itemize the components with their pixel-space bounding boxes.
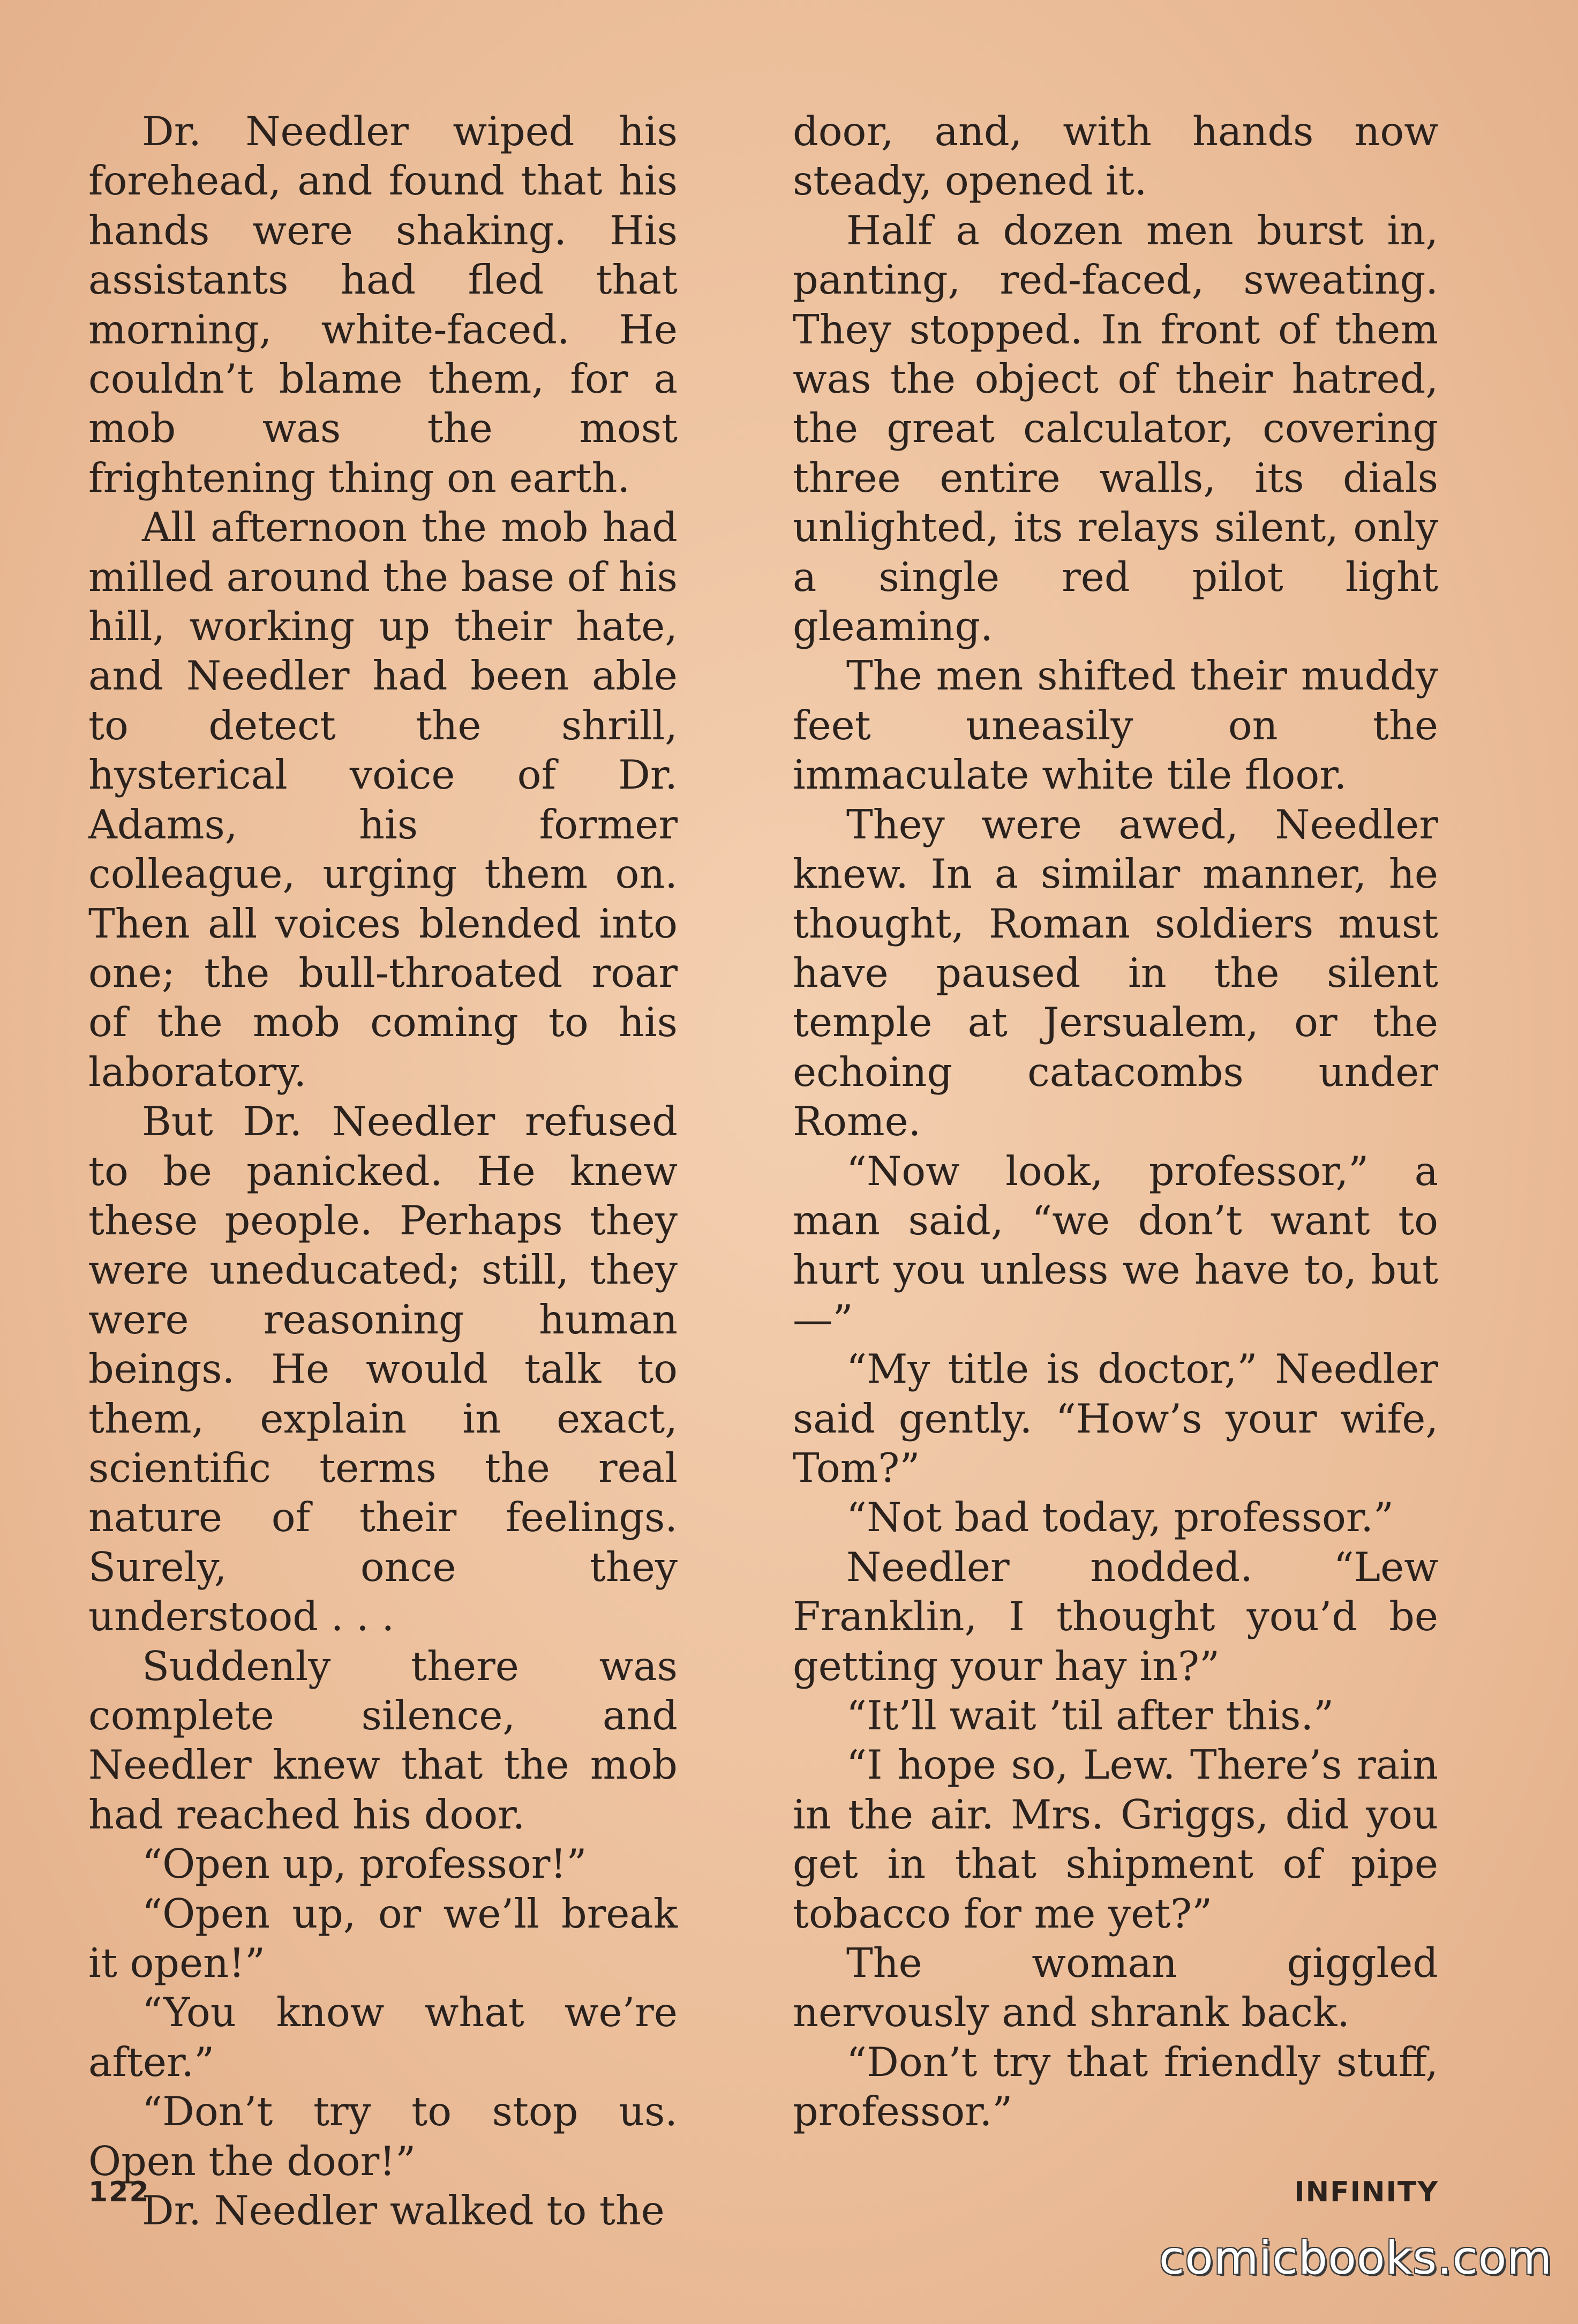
- paragraph: “Don’t try to stop us. Open the door!”: [88, 2088, 678, 2185]
- paragraph: “It’ll wait ’til after this.”: [846, 1692, 1334, 1739]
- paragraph: Dr. Needler walked to the: [142, 2187, 665, 2235]
- paragraph: door, and, with hands now steady, opened it.: [793, 108, 1438, 205]
- paragraph: “I hope so, Lew. There’s rain in the air. Mrs. Griggs, did you get in that shipment of pipe tobacco for me yet?”: [793, 1742, 1438, 1937]
- paragraph: “You know what we’re after.”: [88, 1989, 678, 2086]
- paragraph: “Now look, professor,” a man said, “we don’t want to hurt you unless we have to, but—”: [793, 1148, 1438, 1343]
- paragraph: “Open up, professor!”: [142, 1841, 587, 1888]
- paragraph: Dr. Needler wiped his forehead, and found that his hands were shaking. His assistants had fled that morning, white-faced. He couldn’t blame them, for a mob was the most frightening thing on earth.: [88, 108, 678, 501]
- paragraph: They were awed, Needler knew. In a similar manner, he thought, Roman soldiers must have paused in the silent temple at Jersualem, or the echoing catacombs under Rome.: [793, 801, 1438, 1145]
- paragraph: Half a dozen men burst in, panting, red-faced, sweating. They stopped. In front of them was the object of their hatred, the great calculator, covering three entire walls, its dials unlighted, its relays silent, only a single red pilot light gleaming.: [793, 207, 1438, 650]
- paragraph: “My title is doctor,” Needler said gently. “How’s your wife, Tom?”: [793, 1346, 1438, 1491]
- paragraph: Suddenly there was complete silence, and Needler knew that the mob had reached his door.: [88, 1643, 678, 1838]
- paragraph: “Open up, or we’ll break it open!”: [88, 1890, 678, 1987]
- paragraph: “Not bad today, professor.”: [846, 1494, 1394, 1541]
- paragraph: But Dr. Needler refused to be panicked. He knew these people. Perhaps they were uneducated; still, they were reasoning human beings. He would talk to them, explain in exact, scientific terms the real nature of their feelings. Surely, once they understood . . .: [88, 1098, 678, 1640]
- magazine-name: INFINITY: [1294, 2176, 1439, 2208]
- page-number: 122: [88, 2176, 150, 2208]
- paragraph: The woman giggled nervously and shrank back.: [793, 1940, 1438, 2036]
- paragraph: The men shifted their muddy feet uneasily on the immaculate white tile floor.: [793, 653, 1438, 799]
- right-column: [793, 107, 1438, 2137]
- watermark: comicbooks.com: [1159, 2231, 1553, 2285]
- paragraph: All afternoon the mob had milled around the base of his hill, working up their hate, and Needler had been able to detect the shrill, hysterical voice of Dr. Adams, his former colleague, urging them on. Then all voices blended into one; the bull-throated roar of the mob coming to his laboratory.: [88, 504, 678, 1096]
- left-column: [88, 107, 678, 2236]
- paragraph: “Don’t try that friendly stuff, professor.”: [793, 2038, 1438, 2135]
- paragraph: Needler nodded. “Lew Franklin, I thought you’d be getting your hay in?”: [793, 1543, 1438, 1690]
